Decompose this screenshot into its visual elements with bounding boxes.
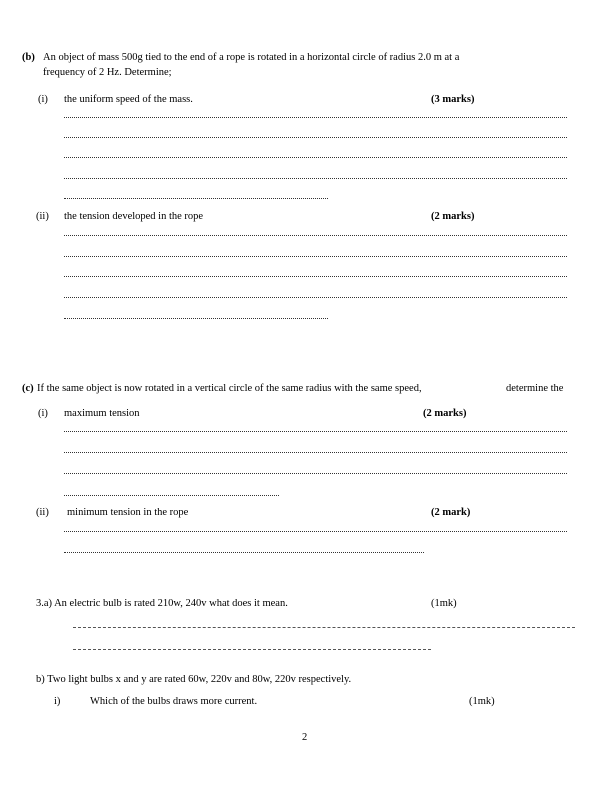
answer-line bbox=[64, 531, 567, 532]
question-3b-i-text: Which of the bulbs draws more current. bbox=[90, 696, 258, 707]
answer-line bbox=[64, 276, 567, 277]
question-c-label: (c) bbox=[22, 383, 34, 394]
answer-line bbox=[64, 452, 567, 453]
question-c-text: If the same object is now rotated in a vertical circle of the same radius with the same speed, bbox=[37, 383, 422, 394]
question-3a-marks: (1mk) bbox=[431, 598, 457, 609]
part-c-i-number: (i) bbox=[38, 408, 48, 419]
part-b-i-number: (i) bbox=[38, 94, 48, 105]
question-3b-i-number: i) bbox=[54, 696, 61, 707]
answer-line bbox=[64, 256, 567, 257]
question-3a-text: 3.a) An electric bulb is rated 210w, 240v what does it mean. bbox=[36, 598, 288, 609]
answer-line bbox=[64, 552, 424, 553]
answer-line bbox=[73, 627, 575, 628]
answer-line bbox=[64, 178, 567, 179]
part-c-ii-marks: (2 mark) bbox=[431, 507, 471, 518]
question-b-label: (b) bbox=[22, 52, 35, 63]
answer-line bbox=[64, 431, 567, 432]
part-b-i-marks: (3 marks) bbox=[431, 94, 475, 105]
page-number: 2 bbox=[302, 732, 308, 743]
part-c-ii-text: minimum tension in the rope bbox=[67, 507, 189, 518]
part-c-i-marks: (2 marks) bbox=[423, 408, 467, 419]
answer-line bbox=[64, 235, 567, 236]
part-b-ii-marks: (2 marks) bbox=[431, 211, 475, 222]
question-b-text-line1: An object of mass 500g tied to the end of a rope is rotated in a horizontal circle of radius 2.0 m at a bbox=[43, 52, 460, 63]
answer-line bbox=[64, 157, 567, 158]
answer-line bbox=[64, 117, 567, 118]
part-c-i-text: maximum tension bbox=[64, 408, 140, 419]
part-b-ii-text: the tension developed in the rope bbox=[64, 211, 204, 222]
question-c-text-tail: determine the bbox=[506, 383, 564, 394]
part-c-ii-number: (ii) bbox=[36, 507, 49, 518]
answer-line bbox=[73, 649, 431, 650]
question-3b-i-marks: (1mk) bbox=[469, 696, 495, 707]
question-3b-text: b) Two light bulbs x and y are rated 60w, 220v and 80w, 220v respectively. bbox=[36, 674, 352, 685]
answer-line bbox=[64, 297, 567, 298]
answer-line bbox=[64, 198, 328, 199]
answer-line bbox=[64, 473, 567, 474]
part-b-i-text: the uniform speed of the mass. bbox=[64, 94, 193, 105]
answer-line bbox=[64, 137, 567, 138]
question-b-text-line2: frequency of 2 Hz. Determine; bbox=[43, 67, 172, 78]
part-b-ii-number: (ii) bbox=[36, 211, 49, 222]
answer-line bbox=[64, 318, 328, 319]
answer-line bbox=[64, 495, 279, 496]
